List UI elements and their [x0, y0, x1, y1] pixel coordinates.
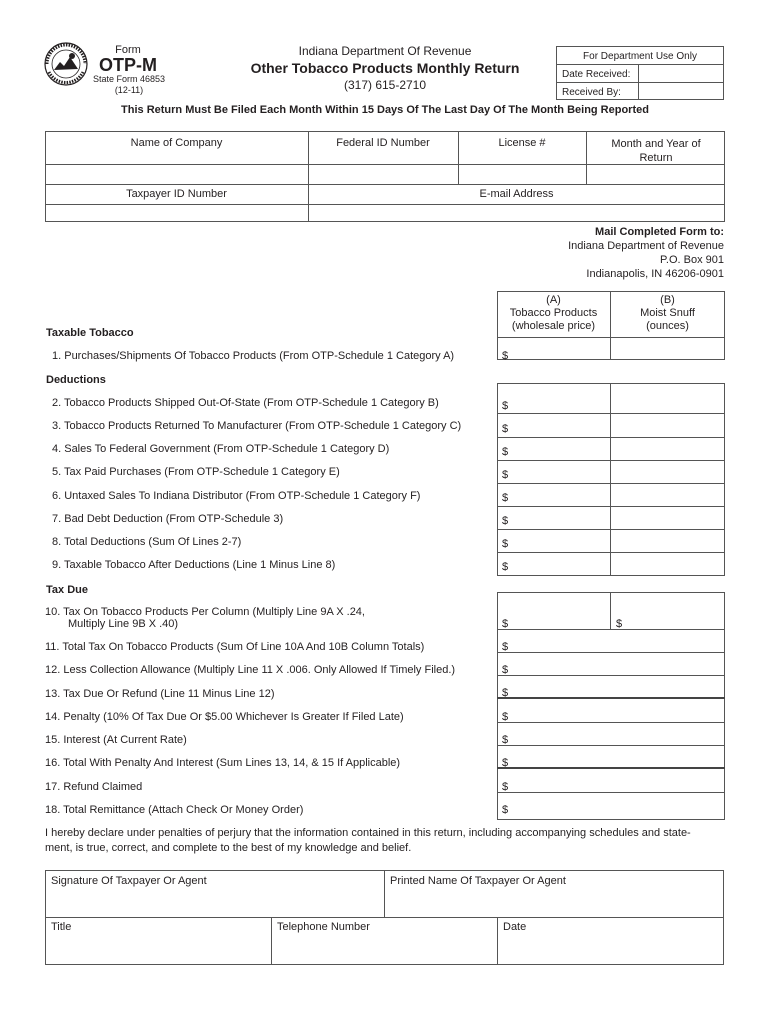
line-15-dollar: $	[502, 734, 509, 746]
line-16-dollar: $	[502, 757, 509, 769]
line-10-label-cont: Multiply Line 9B X .40)	[68, 618, 179, 630]
line-10-label: 10. Tax On Tobacco Products Per Column (Multiply Line 9A X .24,	[45, 606, 365, 618]
agency-phone: (317) 615-2710	[343, 78, 427, 92]
title-field[interactable]	[46, 936, 270, 964]
declaration-line-2: ment, is true, correct, and complete to the best of my knowledge and belief.	[45, 842, 412, 854]
line-17-dollar: $	[502, 781, 509, 793]
name-of-company-field[interactable]	[46, 165, 307, 183]
taxable-tobacco-heading: Taxable Tobacco	[46, 327, 134, 339]
line-15-label: 15. Interest (At Current Rate)	[45, 734, 187, 746]
line-6a-dollar: $	[502, 492, 509, 504]
declaration-line-1: I hereby declare under penalties of perjury that the information contained in this return, including accompanying schedules and state-	[45, 827, 691, 839]
line-12-dollar: $	[502, 664, 509, 676]
line-4a-field[interactable]	[498, 438, 609, 459]
column-a-title: Tobacco Products	[509, 307, 598, 319]
line-1a-dollar: $	[502, 350, 509, 362]
line-10a-field[interactable]	[498, 593, 609, 628]
received-by-label: Received By:	[562, 87, 621, 98]
column-b-title: Moist Snuff	[640, 307, 695, 319]
line-5-label: 5. Tax Paid Purchases (From OTP-Schedule 1 Category E)	[52, 466, 340, 478]
tax-due-heading: Tax Due	[46, 584, 88, 596]
line-13-field[interactable]	[498, 676, 724, 696]
state-form-number: State Form 46853	[92, 74, 166, 84]
line-5a-field[interactable]	[498, 461, 609, 482]
line-10b-field[interactable]	[611, 593, 724, 628]
signature-label: Signature Of Taxpayer Or Agent	[51, 875, 207, 887]
form-word: Form	[115, 44, 141, 56]
date-label: Date	[503, 921, 527, 933]
line-10a-dollar: $	[502, 618, 509, 630]
line-16-label: 16. Total With Penalty And Interest (Sum Lines 13, 14, & 15 If Applicable)	[45, 757, 401, 769]
mail-to-line3: Indianapolis, IN 46206-0901	[586, 268, 724, 280]
line-13-dollar: $	[502, 687, 509, 699]
line-4-label: 4. Sales To Federal Government (From OTP-Schedule 1 Category D)	[52, 443, 390, 455]
line-7b-field[interactable]	[611, 507, 724, 528]
line-7a-dollar: $	[502, 515, 509, 527]
mail-to-label: Mail Completed Form to:	[595, 226, 724, 238]
printed-name-label: Printed Name Of Taxpayer Or Agent	[390, 875, 566, 887]
line-2-label: 2. Tobacco Products Shipped Out-Of-State (From OTP-Schedule 1 Category B)	[52, 397, 439, 409]
line-2a-dollar: $	[502, 400, 509, 412]
filing-instruction: This Return Must Be Filed Each Month Within 15 Days Of The Last Day Of The Month Being Reported	[121, 104, 649, 116]
state-seal-icon	[44, 42, 88, 86]
telephone-field[interactable]	[272, 936, 496, 964]
line-1b-field[interactable]	[611, 338, 724, 359]
line-3a-field[interactable]	[498, 414, 609, 436]
line-7-label: 7. Bad Debt Deduction (From OTP-Schedule 3)	[52, 513, 284, 525]
line-9a-field[interactable]	[498, 553, 609, 575]
license-field[interactable]	[459, 165, 585, 183]
line-16-field[interactable]	[498, 746, 724, 766]
form-revision: (12-11)	[114, 85, 144, 95]
name-of-company-label: Name of Company	[130, 137, 223, 149]
line-4b-field[interactable]	[611, 438, 724, 459]
telephone-label: Telephone Number	[277, 921, 370, 933]
mail-to-line1: Indiana Department of Revenue	[568, 240, 724, 252]
agency-name: Indiana Department Of Revenue	[298, 44, 472, 58]
line-12-field[interactable]	[498, 653, 724, 674]
date-received-label: Date Received:	[562, 69, 631, 80]
mail-to-line2: P.O. Box 901	[659, 254, 724, 266]
form-title: Other Tobacco Products Monthly Return	[250, 60, 520, 76]
department-use-title: For Department Use Only	[583, 51, 697, 62]
line-9-label: 9. Taxable Tobacco After Deductions (Line 1 Minus Line 8)	[52, 559, 336, 571]
line-14-field[interactable]	[498, 699, 724, 721]
line-11-label: 11. Total Tax On Tobacco Products (Sum Of Line 10A And 10B Column Totals)	[45, 641, 425, 653]
line-8a-dollar: $	[502, 538, 509, 550]
printed-name-field[interactable]	[385, 890, 723, 916]
federal-id-field[interactable]	[309, 165, 457, 183]
line-17-label: 17. Refund Claimed	[45, 781, 143, 793]
line-3-label: 3. Tobacco Products Returned To Manufacturer (From OTP-Schedule 1 Category C)	[52, 420, 462, 432]
line-17-field[interactable]	[498, 769, 724, 791]
line-6b-field[interactable]	[611, 484, 724, 505]
date-field[interactable]	[498, 936, 723, 964]
line-8b-field[interactable]	[611, 530, 724, 551]
line-7a-field[interactable]	[498, 507, 609, 528]
column-a-subtitle: (wholesale price)	[511, 320, 596, 332]
email-label: E-mail Address	[479, 188, 554, 200]
line-11-field[interactable]	[498, 630, 724, 651]
federal-id-label: Federal ID Number	[336, 137, 430, 149]
taxpayer-id-label: Taxpayer ID Number	[126, 188, 227, 200]
line-13-label: 13. Tax Due Or Refund (Line 11 Minus Line 12)	[45, 688, 275, 700]
taxpayer-id-field[interactable]	[46, 205, 307, 221]
line-18-dollar: $	[502, 804, 509, 816]
email-field[interactable]	[309, 205, 724, 221]
line-8a-field[interactable]	[498, 530, 609, 551]
line-3b-field[interactable]	[611, 414, 724, 436]
line-14-label: 14. Penalty (10% Of Tax Due Or $5.00 Whichever Is Greater If Filed Late)	[45, 711, 404, 723]
title-label: Title	[51, 921, 72, 933]
line-14-dollar: $	[502, 711, 509, 723]
line-9b-field[interactable]	[611, 553, 724, 575]
line-5a-dollar: $	[502, 469, 509, 481]
received-by-field[interactable]	[640, 83, 722, 99]
form-code: OTP-M	[99, 55, 157, 75]
column-b-subtitle: (ounces)	[646, 320, 689, 332]
line-18-field[interactable]	[498, 793, 724, 819]
line-15-field[interactable]	[498, 723, 724, 744]
month-year-label: Month and Year of Return	[611, 138, 701, 164]
signature-field[interactable]	[46, 890, 383, 916]
line-6a-field[interactable]	[498, 484, 609, 505]
column-b-letter: (B)	[660, 294, 675, 306]
line-18-label: 18. Total Remittance (Attach Check Or Money Order)	[45, 804, 304, 816]
line-10b-dollar: $	[616, 618, 623, 630]
line-2b-field[interactable]	[611, 384, 724, 412]
line-9a-dollar: $	[502, 561, 509, 573]
deductions-heading: Deductions	[46, 374, 106, 386]
line-5b-field[interactable]	[611, 461, 724, 482]
month-year-field[interactable]	[587, 165, 724, 183]
line-6-label: 6. Untaxed Sales To Indiana Distributor (From OTP-Schedule 1 Category F)	[52, 490, 421, 502]
line-1a-field[interactable]	[498, 338, 609, 359]
line-2a-field[interactable]	[498, 384, 609, 412]
column-a-letter: (A)	[546, 294, 561, 306]
date-received-field[interactable]	[640, 65, 722, 81]
line-12-label: 12. Less Collection Allowance (Multiply Line 11 X .006. Only Allowed If Timely Filed.)	[45, 664, 456, 676]
line-3a-dollar: $	[502, 423, 509, 435]
line-8-label: 8. Total Deductions (Sum Of Lines 2-7)	[52, 536, 242, 548]
license-label: License #	[498, 137, 546, 149]
line-11-dollar: $	[502, 641, 509, 653]
line-4a-dollar: $	[502, 446, 509, 458]
line-1-label: 1. Purchases/Shipments Of Tobacco Products (From OTP-Schedule 1 Category A)	[52, 350, 455, 362]
